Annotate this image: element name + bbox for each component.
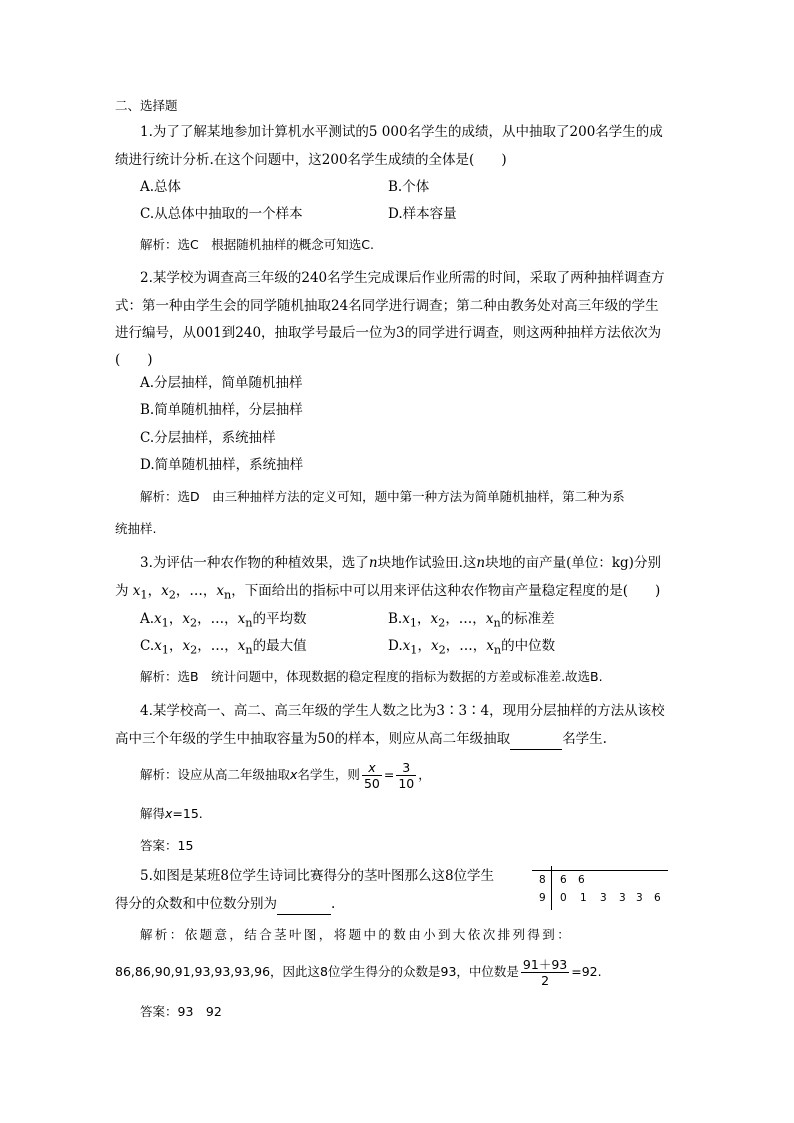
var-x: x — [182, 611, 190, 627]
q5-text-pre: 得分的众数和中位数分别为 — [115, 896, 277, 912]
ellipsis: ，…， — [197, 638, 238, 654]
var-x: x — [485, 611, 494, 627]
sub: 2 — [189, 616, 198, 630]
option-text: 的最大值 — [252, 638, 307, 654]
sub: 2 — [438, 616, 446, 630]
option-letter: C. — [140, 638, 155, 654]
solution-text: ， — [418, 767, 431, 782]
answer-blank — [277, 894, 331, 915]
sub: 2 — [190, 643, 198, 657]
var-x: x — [237, 611, 246, 627]
q1-solution: 解析：选C 根据随机抽样的概念可知选C. — [140, 237, 374, 252]
q3-option-a: $A.x_1$，$x_2$，…，$x_n$的平均数 — [140, 611, 307, 630]
option-text: 的标准差 — [500, 611, 555, 627]
ellipsis: ，…， — [175, 583, 217, 599]
stem-value: 9 — [539, 892, 546, 904]
q4-answer: 答案：15 — [140, 838, 194, 853]
var-x: x — [216, 583, 225, 599]
denominator: 50 — [363, 776, 380, 791]
q4-solution — [140, 759, 431, 791]
stem-leaf-plot — [532, 866, 668, 910]
q5-text-post: . — [331, 896, 336, 912]
section-title: 二、选择题 — [115, 98, 178, 113]
q4-stem-line1: 4.某学校高一、高二、高三年级的学生人数之比为3∶3∶4，现用分层抽样的方法从该校 — [140, 703, 665, 719]
solve-text: =15. — [172, 806, 203, 821]
var-x: x — [154, 638, 162, 654]
numerator: 91＋93 — [522, 957, 568, 972]
q5-stem-line2 — [115, 894, 335, 915]
q5-stem-line1: 5.如图是某班8位学生诗词比赛得分的茎叶图那么这8位学生 — [140, 868, 495, 884]
q4-solve — [140, 804, 203, 824]
q5-solution-line1: 解析：依题意，结合茎叶图，将题中的数由小到大依次排列得到： — [140, 927, 573, 942]
fraction-median — [521, 957, 569, 988]
sub: n — [245, 643, 253, 657]
var-x: x — [486, 638, 494, 654]
sub: n — [493, 616, 501, 630]
q4-text-post: 名学生. — [562, 731, 607, 747]
q3-text-post: ，下面给出的指标中可以用来评估这种农作物亩产量稳定程度的是( ) — [231, 583, 661, 599]
option-text: 的平均数 — [252, 611, 307, 627]
q3-solution: 解析：选B 统计问题中，体现数据的稳定程度的指标为数据的方差或标准差.故选B. — [140, 669, 603, 684]
ellipsis: ，…， — [445, 611, 486, 627]
q2-stem-line4: ( ) — [115, 352, 153, 368]
sub: n — [245, 616, 253, 630]
solution-text: =92. — [571, 964, 602, 979]
q1-option-d: D.样本容量 — [388, 206, 457, 222]
q1-stem-line1: 1.为了了解某地参加计算机水平测试的5 000名学生的成绩，从中抽取了200名学生的成 — [140, 124, 663, 140]
numerator: x — [368, 760, 376, 775]
leaf-value: 3 — [600, 892, 607, 904]
leaf-value: 6 — [560, 874, 567, 886]
q2-option-d: D.简单随机抽样，系统抽样 — [140, 457, 304, 473]
denominator: 2 — [541, 973, 550, 988]
q5-answer: 答案：93 92 — [140, 1004, 222, 1019]
sub: n — [493, 643, 502, 657]
q2-stem-line3: 进行编号，从001到240，抽取学号最后一位为3的同学进行调查，则这两种抽样方法依次为 — [115, 325, 662, 341]
var-x: x — [430, 638, 439, 654]
var-x: x — [161, 583, 169, 599]
q2-option-c: C.分层抽样，系统抽样 — [140, 430, 276, 446]
var-n: n — [476, 555, 486, 571]
sub: 2 — [438, 643, 446, 657]
var-x: x — [182, 638, 191, 654]
q3-option-c: $C.x_1$，$x_2$，…，$x_n$的最大值 — [140, 638, 307, 657]
answer-blank — [510, 729, 562, 750]
q2-option-b: B.简单随机抽样，分层抽样 — [140, 402, 303, 418]
q4-stem-line2 — [115, 729, 607, 750]
leaf-value: 3 — [619, 892, 626, 904]
q1-option-a: A.总体 — [140, 179, 182, 195]
q3-option-d: $D.x_1$，$x_2$，…，$x_n$的中位数 — [388, 638, 556, 657]
solve-text: 解得 — [140, 806, 166, 821]
var-x: x — [154, 611, 162, 627]
q4-text-pre: 高中三个年级的学生中抽取容量为50的样本，则应从高二年级抽取 — [115, 731, 511, 747]
q2-option-a: A.分层抽样，简单随机抽样 — [140, 375, 303, 391]
option-letter: A. — [140, 611, 155, 627]
sub: 1 — [140, 588, 148, 602]
plot-divider — [551, 866, 552, 910]
solution-text: 解析：设应从高二年级抽取 — [140, 767, 291, 782]
q3-stem-line2: 为 $x_1$，$x_2$，…，$x_n$，下面给出的指标中可以用来评估这种农作物亩产量稳定程度的是( ) — [115, 583, 661, 602]
sub: n — [224, 588, 232, 602]
equals-sign: = — [383, 767, 395, 782]
q3-option-b: $B.x_1$，$x_2$，…，$x_n$的标准差 — [388, 611, 555, 630]
q2-stem-line1: 2.某学校为调查高三年级的240名学生完成课后作业所需的时间，采取了两种抽样调查方 — [140, 270, 665, 286]
var-x: x — [290, 767, 298, 782]
q2-solution-line1: 解析：选D 由三种抽样方法的定义可知，题中第一种方法为简单随机抽样，第二种为系 — [140, 489, 625, 504]
solution-text: 86,86,90,91,93,93,93,96，因此这8位学生得分的众数是93，中位数是 — [115, 964, 519, 979]
sub: 1 — [409, 616, 418, 630]
fraction-3-over-10 — [396, 760, 416, 791]
sub: 1 — [161, 616, 169, 630]
leaf-value: 6 — [654, 892, 661, 904]
q3-text-pre: 为 — [115, 583, 129, 599]
sub: 2 — [168, 588, 176, 602]
var-x: x — [132, 583, 141, 599]
option-text: 的中位数 — [501, 638, 556, 654]
leaf-value: 1 — [580, 892, 587, 904]
ellipsis: ，…， — [445, 638, 487, 654]
numerator: 3 — [396, 760, 416, 776]
denominator: 10 — [398, 776, 415, 791]
leaf-value: 0 — [560, 892, 567, 904]
var-x: x — [402, 638, 411, 654]
solution-text: 名学生，则 — [297, 767, 360, 782]
sub: 1 — [410, 643, 418, 657]
q3-text-c: 块地的亩产量(单位：kg)分别 — [485, 555, 661, 571]
ellipsis: ，…， — [197, 611, 238, 627]
q2-solution-line2: 统抽样. — [115, 521, 157, 536]
leaf-value: 3 — [636, 892, 643, 904]
q1-option-b: B.个体 — [388, 179, 430, 195]
option-letter: D. — [388, 638, 403, 654]
stem-value: 8 — [539, 874, 546, 886]
q3-text-a: 3.为评估一种农作物的种植效果，选了 — [140, 555, 369, 571]
leaf-value: 6 — [578, 874, 585, 886]
sub: 1 — [161, 643, 169, 657]
q1-option-c: C.从总体中抽取的一个样本 — [140, 206, 303, 222]
var-x: x — [430, 611, 439, 627]
q3-text-b: 块地作试验田.这 — [377, 555, 477, 571]
plot-top-rule — [532, 870, 668, 871]
option-letter: B. — [388, 611, 403, 627]
q3-stem-line1 — [140, 553, 661, 573]
var-x: x — [237, 638, 246, 654]
q1-stem-line2: 绩进行统计分析.在这个问题中，这200名学生成绩的全体是( ) — [115, 152, 507, 168]
q5-solution-line2 — [115, 956, 602, 988]
q2-stem-line2: 式：第一种由学生会的同学随机抽取24名同学进行调查；第二种由教务处对高三年级的学生 — [115, 298, 659, 314]
fraction-x-over-50 — [362, 760, 382, 791]
var-x: x — [402, 611, 410, 627]
var-n: n — [368, 555, 378, 571]
var-x: x — [165, 806, 173, 821]
